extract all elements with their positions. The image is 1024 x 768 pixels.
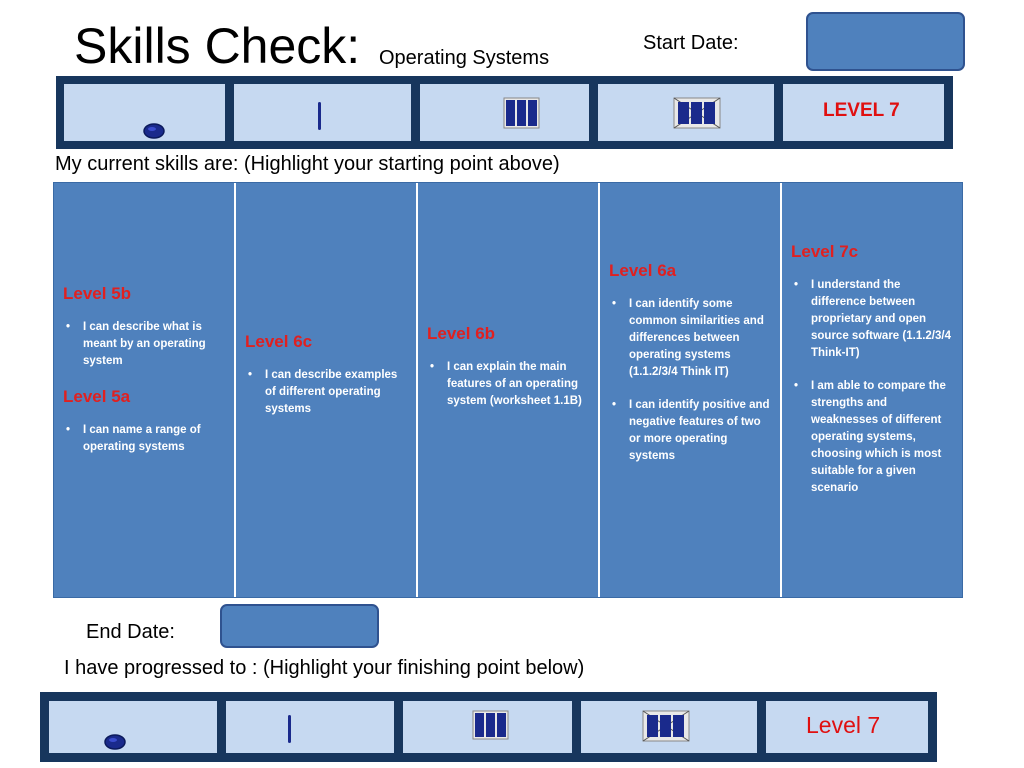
skill-item: • I can identify some common similarities and differences between operating systems (1.1.2/3/4 Think IT) — [609, 296, 774, 381]
skill-item: • I can explain the main features of an operating system (worksheet 1.1B) — [427, 359, 592, 410]
page-subtitle: Operating Systems — [379, 47, 550, 69]
skill-item: • I can describe examples of different operating systems — [245, 367, 410, 418]
skill-list — [427, 359, 592, 410]
end-date-field[interactable] — [220, 604, 379, 648]
level-heading: Level 6b — [427, 324, 496, 343]
line-icon — [234, 84, 411, 141]
bottom-level-band — [40, 692, 937, 762]
skills-column-3[interactable] — [418, 183, 600, 597]
battery-three-bars-crossed-icon — [598, 84, 774, 141]
bottom-band-cell-2[interactable] — [226, 701, 394, 753]
skill-item: • I can identify positive and negative features of two or more operating systems — [609, 397, 774, 465]
level-heading: Level 7c — [791, 242, 859, 261]
level-heading: Level 6c — [245, 332, 313, 351]
top-band-cell-3[interactable] — [420, 84, 589, 141]
bottom-band-cell-4[interactable] — [581, 701, 757, 753]
skill-item: • I am able to compare the strengths and weaknesses of different operating systems, choosing which is most suitable for a given scenario — [791, 378, 956, 497]
bottom-band-cell-3[interactable] — [403, 701, 572, 753]
skill-item: • I can name a range of operating systems — [63, 422, 228, 456]
top-band-cell-1[interactable] — [64, 84, 225, 141]
level-heading: Level 5b — [63, 284, 132, 303]
battery-three-bars-icon — [420, 84, 589, 141]
skills-grid — [53, 182, 963, 598]
level-heading: Level 6a — [609, 261, 677, 280]
page-title: Skills Check: — [74, 18, 361, 74]
bottom-level-label: Level 7 — [806, 712, 881, 738]
battery-three-bars-icon — [403, 701, 572, 753]
start-date-label: Start Date: — [643, 32, 739, 54]
level-heading: Level 5a — [63, 387, 131, 406]
top-band-cell-5[interactable] — [783, 84, 944, 141]
skill-list — [63, 422, 228, 456]
top-band-cell-4[interactable] — [598, 84, 774, 141]
skill-list — [609, 296, 774, 465]
dot-icon — [49, 701, 217, 753]
skill-list — [245, 367, 410, 418]
top-band-cell-2[interactable] — [234, 84, 411, 141]
skill-item: • I can describe what is meant by an operating system — [63, 319, 228, 370]
start-instruction: My current skills are: (Highlight your starting point above) — [55, 153, 560, 175]
start-date-field[interactable] — [806, 12, 965, 71]
dot-icon — [64, 84, 225, 141]
skill-item: • I understand the difference between proprietary and open source software (1.1.2/3/4 Think-IT) — [791, 277, 956, 362]
skills-column-2[interactable] — [236, 183, 418, 597]
skill-list — [791, 277, 956, 497]
battery-three-bars-crossed-icon — [581, 701, 757, 753]
skills-column-5[interactable] — [782, 183, 962, 597]
bottom-band-cell-1[interactable] — [49, 701, 217, 753]
line-icon — [226, 701, 394, 753]
top-level-band — [56, 76, 953, 149]
bottom-band-cell-5[interactable] — [766, 701, 928, 753]
top-level-label: LEVEL 7 — [823, 100, 900, 121]
skills-column-4[interactable] — [600, 183, 782, 597]
skill-list — [63, 319, 228, 370]
finish-instruction: I have progressed to : (Highlight your finishing point below) — [64, 657, 585, 679]
end-date-label: End Date: — [86, 621, 175, 643]
skills-column-1[interactable] — [54, 183, 236, 597]
